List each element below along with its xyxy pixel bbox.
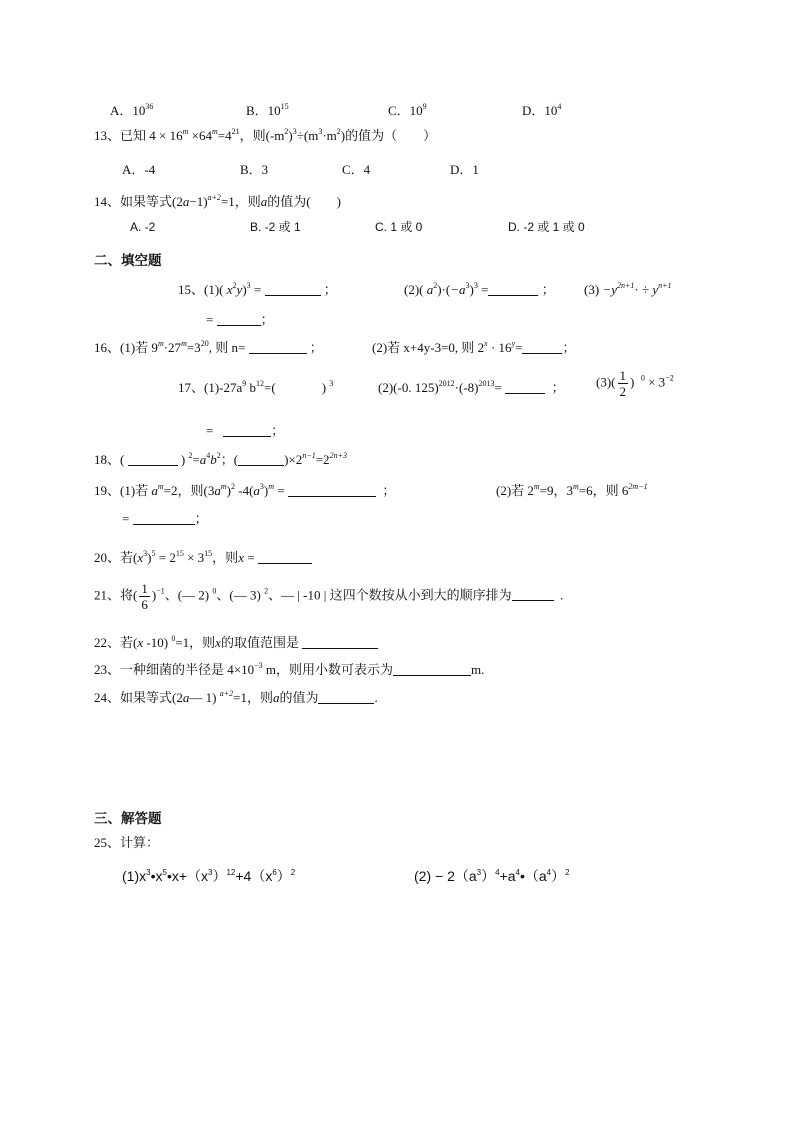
question-17: 17、$(1)-27a^9$ $b^{12}=$( ) $^3$ [178,379,334,395]
question-17-part-2: (2)(-0. $125)^{2012}\cdot(-8)^{2013}=$ ； [378,379,565,395]
q14-option-c: C. 1 或 0 [375,220,423,234]
question-15-part-3: $(3) -y^{2n+1}\cdot \div y^{n+1}$ [584,281,672,297]
question-25: 25、计算： [94,835,160,850]
q12-option-d: D．$10^4$ [522,102,562,118]
question-19: 19、(1)若 $a^m=2$，则$(3a^m)^2$ $-4(a^3)^m$ = ； [94,482,396,498]
question-17-part-3: (3)( $\frac{1}{2}$ ) $^0 \times 3^{-2}$ [596,368,674,399]
question-15-answer-line: = ； [206,312,274,327]
question-19-answer-line: = ； [122,511,208,526]
section-heading-solve: 三、解答题 [94,811,162,826]
question-15: 15、(1)( $x^2y)^3$ = ； [178,281,337,297]
q14-option-d: D. -2 或 1 或 0 [508,220,585,234]
q12-option-c: C．$10^9$ [388,102,427,118]
question-25-part-2: $(2) - 2(a^3)^4+a^4•(a^4)^2$ [414,868,570,884]
question-22: 22、若(x -10) $^0$=1，则x的取值范围是 [94,635,378,651]
question-16: 16、(1)若 $9^m\cdot 27^m=3^{20}$, 则 n= ； [94,339,323,355]
question-16-part-2: (2)若 x+4y-3=0, 则 $2^x \cdot 16^y=$ ； [372,339,576,355]
question-19-part-2: (2)若 $2^m=9$，$3^m=6$，则 $6^{2m-1}$ [496,482,648,498]
question-21: 21、将( $\frac{1}{6}$ )$^{-1}$、(— 2) $^0$、(— 3) $^2$、— | -10 | 这四个数按从小到大的顺序排为 . [94,581,564,612]
fraction-one-half: $\frac{1}{2}$ [619,368,626,399]
question-25-part-1: $(1)x^3•x^5•x+(x^3)^{12}+4(x^6)^2$ [122,868,296,884]
q13-option-b: B．3 [240,162,269,177]
q13-option-d: D．1 [450,162,479,177]
question-24: 24、如果等式(2a— 1) $^{a+2}$=1，则a的值为 . [94,689,378,705]
question-20: 20、若$(x^3)^5 = 2^{15} \times 3^{15}$，则x = [94,550,312,566]
q13-option-a: A．-4 [122,162,156,177]
section-heading-fill-in: 二、填空题 [94,253,162,268]
question-15-part-2: (2)( $a^2)\cdot(-a^3)^3$ = ； [404,281,555,297]
fraction-one-sixth: $\frac{1}{6}$ [141,581,148,612]
question-23: 23、一种细菌的半径是 $4\times 10^{-3}$ m，则用小数可表示为 m. [94,661,485,677]
q14-option-b: B. -2 或 1 [250,220,301,234]
question-13: 13、已知 $4 \times 16^m \times 64^m=4^{21}$，则$(-m^2)^3\div(m^3\cdot m^2)$的值为（ ） [94,127,437,143]
question-14: 14、如果等式$(2a-1)^{a+2}=1$，则a的值为( ) [94,193,341,209]
question-18: 18、( ) $^2=a^4b^2$；( )$\times 2^{n-1}=2^{2n+3}$ [94,451,347,467]
question-17-answer-line: = ； [206,423,285,438]
q13-option-c: C．4 [342,162,371,177]
q14-option-a: A. -2 [130,220,156,234]
q12-option-b: B．$10^{15}$ [246,102,289,118]
q12-option-a: A．$10^{36}$ [110,102,154,118]
